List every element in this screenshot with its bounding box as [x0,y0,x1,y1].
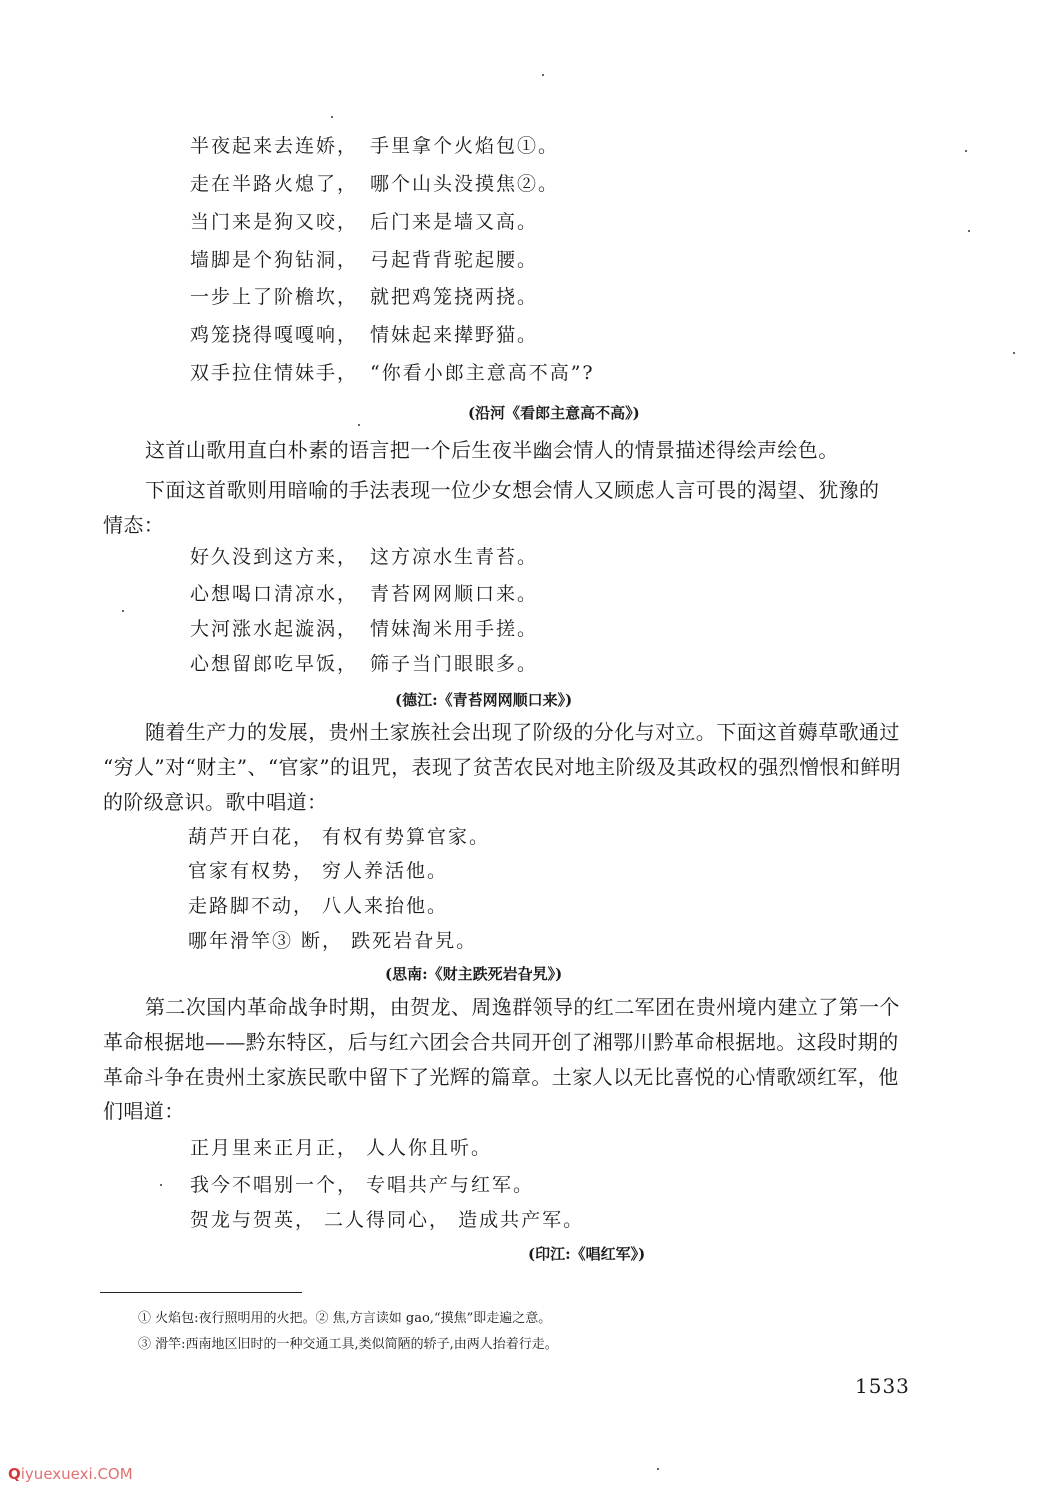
poem-line: 哪年滑竿③ 断， 跌死岩旮旯。 [188,930,478,952]
verse-second-half: 手里拿个火焰包①。 [370,135,560,157]
scan-speck [657,1468,659,1470]
poem-line: 贺龙与贺英， 二人得同心， 造成共产军。 [190,1209,585,1231]
source-citation: (印江:《唱红军》) [528,1245,646,1263]
source-citation: (德江:《青苔网网顺口来》) [395,691,573,709]
verse-second-half: 筛子当门眼眼多。 [370,653,539,675]
verse-first-half: 心想喝口清凉水， [190,583,359,605]
poem-line [190,653,539,675]
paragraph-line: 情态： [103,513,165,537]
poem-line [190,173,560,195]
scan-speck [542,74,544,76]
verse-first-half: 半夜起来去连娇， [190,135,359,157]
verse-second-half: 哪个山头没摸焦②。 [370,173,560,195]
site-watermark [8,1465,133,1483]
poem-line: 正月里来正月正， 人人你且听。 [190,1137,493,1159]
verse-first-half: 墙脚是个狗钻洞， [190,249,359,271]
verse-second-half: 后门来是墙又高。 [370,211,539,233]
paragraph-line: 的阶级意识。歌中唱道： [103,790,328,814]
page-number: 1533 [855,1374,910,1398]
verse-first-half: 心想留郎吃早饭， [190,653,359,675]
verse-second-half: 情妹淘米用手搓。 [370,618,539,640]
verse-first-half: 好久没到这方来， [190,546,359,568]
verse-first-half: 双手拉住情妹手， [190,362,359,384]
poem-line [190,324,539,346]
source-citation: (沿河《看郎主意高不高》) [468,404,640,422]
poem-line [190,286,539,308]
verse-first-half: 大河涨水起漩涡， [190,618,359,640]
scan-speck [160,1184,162,1186]
paragraph: 这首山歌用直白朴素的语言把一个后生夜半幽会情人的情景描述得绘声绘色。 [145,438,839,462]
footnote: ① 火焰包:夜行照明用的火把。② 焦,方言读如 gao,“摸焦”即走遍之意。 [138,1311,552,1326]
source-citation: (思南:《财主跌死岩旮旯》) [385,965,563,983]
scan-speck [965,150,967,152]
poem-line: 官家有权势， 穷人养活他。 [188,860,449,882]
poem-line: 我今不唱别一个， 专唱共产与红军。 [190,1174,535,1196]
paragraph-line: 革命根据地——黔东特区，后与红六团会合共同开创了湘鄂川黔革命根据地。这段时期的 [103,1030,899,1054]
verse-second-half: 青苔网网顺口来。 [370,583,539,605]
footnote-divider [100,1292,302,1293]
scan-speck [331,116,333,118]
poem-line: 葫芦开白花， 有权有势算官家。 [188,826,491,848]
poem-line [190,362,595,384]
poem-line [190,618,539,640]
verse-second-half: 情妹起来撵野猫。 [370,324,539,346]
paragraph-line: 下面这首歌则用暗喻的手法表现一位少女想会情人又顾虑人言可畏的渴望、犹豫的 [145,478,880,502]
poem-line [190,583,539,605]
verse-first-half: 鸡笼挠得嘎嘎响， [190,324,359,346]
verse-second-half: 这方凉水生青苔。 [370,546,539,568]
scan-speck [358,424,360,426]
verse-second-half: “你看小郎主意高不高”? [370,362,595,384]
verse-first-half: 走在半路火熄了， [190,173,359,195]
verse-second-half: 弓起背背驼起腰。 [370,249,539,271]
paragraph-line: “穷人”对“财主”、“官家”的诅咒，表现了贫苦农民对地主阶级及其政权的强烈憎恨和鲜明 [103,755,902,779]
watermark-initial: Q [8,1465,21,1483]
scan-speck [968,230,970,232]
paragraph-line: 随着生产力的发展，贵州土家族社会出现了阶级的分化与对立。下面这首薅草歌通过 [145,720,900,744]
scan-speck [122,610,124,612]
verse-first-half: 一步上了阶檐坎， [190,286,359,308]
poem-line [190,135,560,157]
paragraph-line: 们唱道： [103,1099,185,1123]
poem-line [190,249,539,271]
footnote: ③ 滑竿:西南地区旧时的一种交通工具,类似简陋的轿子,由两人抬着行走。 [138,1337,558,1352]
poem-line: 走路脚不动， 八人来抬他。 [188,895,449,917]
poem-line [190,211,539,233]
poem-line [190,546,539,568]
paragraph-line: 第二次国内革命战争时期，由贺龙、周逸群领导的红二军团在贵州境内建立了第一个 [145,995,900,1019]
paragraph-line: 革命斗争在贵州土家族民歌中留下了光辉的篇章。土家人以无比喜悦的心情歌颂红军，他 [103,1065,899,1089]
watermark-text: iyuexuexi.COM [20,1465,133,1483]
scan-speck [1013,352,1015,354]
verse-first-half: 当门来是狗又咬， [190,211,359,233]
verse-second-half: 就把鸡笼挠两挠。 [370,286,539,308]
